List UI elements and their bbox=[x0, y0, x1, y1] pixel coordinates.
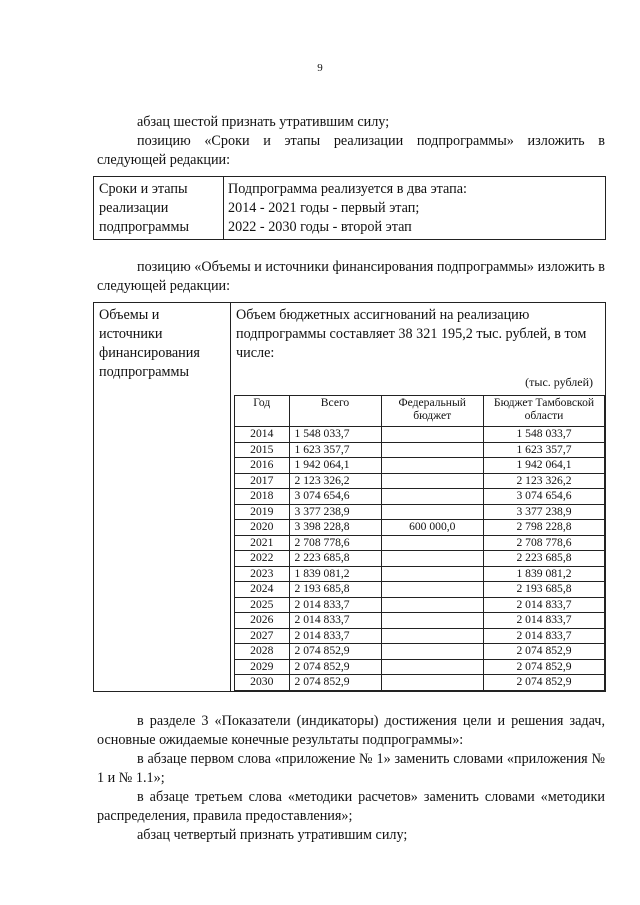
table-sroki-value-line: 2014 - 2021 годы - первый этап; bbox=[228, 200, 420, 216]
cell-regional: 2 223 685,8 bbox=[483, 551, 604, 567]
cell-total: 3 398 228,8 bbox=[289, 520, 381, 536]
budget-row bbox=[235, 427, 605, 443]
cell-regional: 2 798 228,8 bbox=[483, 520, 604, 536]
cell-total: 2 223 685,8 bbox=[289, 551, 381, 567]
budget-row bbox=[235, 644, 605, 660]
cell-year: 2030 bbox=[235, 675, 290, 691]
cell-federal bbox=[381, 535, 483, 551]
cell-regional: 2 074 852,9 bbox=[483, 644, 604, 660]
cell-total: 3 074 654,6 bbox=[289, 489, 381, 505]
table-sroki-value-line: 2022 - 2030 годы - второй этап bbox=[228, 219, 412, 235]
cell-federal bbox=[381, 566, 483, 582]
cell-federal bbox=[381, 458, 483, 474]
cell-year: 2028 bbox=[235, 644, 290, 660]
table-sroki-etapy bbox=[93, 176, 606, 240]
cell-regional: 1 942 064,1 bbox=[483, 458, 604, 474]
cell-federal bbox=[381, 675, 483, 691]
header-federal: Федеральный бюджет bbox=[381, 396, 483, 427]
cell-regional: 1 623 357,7 bbox=[483, 442, 604, 458]
cell-regional: 2 708 778,6 bbox=[483, 535, 604, 551]
table-sroki-label-line: Сроки и этапы bbox=[99, 181, 188, 197]
table-sroki-label-line: реализации bbox=[99, 200, 169, 216]
cell-year: 2018 bbox=[235, 489, 290, 505]
table-obemy-label-line: источники bbox=[99, 326, 163, 342]
cell-regional: 2 014 833,7 bbox=[483, 597, 604, 613]
budget-row bbox=[235, 613, 605, 629]
header-regional: Бюджет Тамбовской области bbox=[483, 396, 604, 427]
header-total: Всего bbox=[289, 396, 381, 427]
cell-regional: 1 839 081,2 bbox=[483, 566, 604, 582]
paragraph-razdel-3: в разделе 3 «Показатели (индикаторы) достижения цели и решения задач, основные ожидаемые конечные результаты подпрограммы»: bbox=[97, 713, 605, 748]
cell-federal: 600 000,0 bbox=[381, 520, 483, 536]
cell-federal bbox=[381, 504, 483, 520]
budget-row bbox=[235, 442, 605, 458]
budget-row bbox=[235, 582, 605, 598]
budget-row bbox=[235, 458, 605, 474]
budget-row bbox=[235, 520, 605, 536]
budget-row bbox=[235, 659, 605, 675]
cell-regional: 1 548 033,7 bbox=[483, 427, 604, 443]
cell-year: 2023 bbox=[235, 566, 290, 582]
table-obemy-value-cell bbox=[231, 303, 605, 691]
budget-row bbox=[235, 473, 605, 489]
cell-year: 2015 bbox=[235, 442, 290, 458]
cell-total: 1 548 033,7 bbox=[289, 427, 381, 443]
cell-year: 2021 bbox=[235, 535, 290, 551]
cell-total: 2 014 833,7 bbox=[289, 597, 381, 613]
paragraph-pozitsiya-obemy: позицию «Объемы и источники финансирования подпрограммы» изложить в следующей редакции: bbox=[97, 259, 605, 294]
cell-regional: 2 014 833,7 bbox=[483, 628, 604, 644]
table-obemy-label-line: подпрограммы bbox=[99, 364, 189, 380]
table-sroki-label-line: подпрограммы bbox=[99, 219, 189, 235]
header-year: Год bbox=[235, 396, 290, 427]
cell-regional: 2 074 852,9 bbox=[483, 659, 604, 675]
cell-total: 1 623 357,7 bbox=[289, 442, 381, 458]
cell-year: 2024 bbox=[235, 582, 290, 598]
budget-header-row bbox=[235, 396, 605, 427]
budget-table-body bbox=[235, 427, 605, 691]
paragraph-pozitsiya-sroki: позицию «Сроки и этапы реализации подпрограммы» изложить в следующей редакции: bbox=[97, 133, 605, 168]
cell-total: 2 193 685,8 bbox=[289, 582, 381, 598]
table-sroki-label-cell bbox=[94, 177, 224, 239]
cell-total: 1 942 064,1 bbox=[289, 458, 381, 474]
budget-intro-text: Объем бюджетных ассигнований на реализацию подпрограммы составляет 38 321 195,2 тыс. рублей, в том числе: bbox=[236, 307, 587, 361]
table-obemy-label-cell bbox=[94, 303, 231, 691]
budget-row bbox=[235, 535, 605, 551]
paragraph-abzac-shestoy: абзац шестой признать утратившим силу; bbox=[137, 114, 390, 130]
cell-total: 2 708 778,6 bbox=[289, 535, 381, 551]
cell-regional: 2 014 833,7 bbox=[483, 613, 604, 629]
cell-total: 1 839 081,2 bbox=[289, 566, 381, 582]
cell-federal bbox=[381, 644, 483, 660]
cell-federal bbox=[381, 427, 483, 443]
budget-data-table bbox=[234, 395, 605, 691]
cell-federal bbox=[381, 551, 483, 567]
cell-total: 2 074 852,9 bbox=[289, 675, 381, 691]
cell-year: 2025 bbox=[235, 597, 290, 613]
cell-federal bbox=[381, 489, 483, 505]
cell-federal bbox=[381, 442, 483, 458]
unit-label: (тыс. рублей) bbox=[525, 375, 593, 389]
cell-year: 2026 bbox=[235, 613, 290, 629]
cell-total: 2 074 852,9 bbox=[289, 644, 381, 660]
budget-row bbox=[235, 551, 605, 567]
table-obemy-label-line: Объемы и bbox=[99, 307, 160, 323]
table-sroki-value-line: Подпрограмма реализуется в два этапа: bbox=[228, 181, 467, 197]
budget-row bbox=[235, 628, 605, 644]
paragraph-abzac-tretyem: в абзаце третьем слова «методики расчетов» заменить словами «методики распределения, правила предоставления»; bbox=[97, 789, 605, 824]
cell-regional: 2 123 326,2 bbox=[483, 473, 604, 489]
cell-total: 2 014 833,7 bbox=[289, 628, 381, 644]
cell-year: 2017 bbox=[235, 473, 290, 489]
budget-row bbox=[235, 597, 605, 613]
cell-federal bbox=[381, 597, 483, 613]
cell-year: 2016 bbox=[235, 458, 290, 474]
cell-year: 2020 bbox=[235, 520, 290, 536]
cell-year: 2027 bbox=[235, 628, 290, 644]
cell-year: 2029 bbox=[235, 659, 290, 675]
table-obemy-label-line: финансирования bbox=[99, 345, 200, 361]
table-sroki-value-cell bbox=[224, 177, 605, 239]
page-number: 9 bbox=[317, 62, 323, 74]
cell-federal bbox=[381, 613, 483, 629]
cell-federal bbox=[381, 582, 483, 598]
paragraph-abzac-pervom: в абзаце первом слова «приложение № 1» заменить словами «приложения № 1 и № 1.1»; bbox=[97, 751, 605, 786]
cell-total: 2 123 326,2 bbox=[289, 473, 381, 489]
cell-total: 3 377 238,9 bbox=[289, 504, 381, 520]
table-obemy-finansirovaniya bbox=[93, 302, 606, 692]
cell-federal bbox=[381, 628, 483, 644]
budget-row bbox=[235, 675, 605, 691]
budget-row bbox=[235, 504, 605, 520]
cell-federal bbox=[381, 659, 483, 675]
cell-regional: 2 193 685,8 bbox=[483, 582, 604, 598]
budget-row bbox=[235, 566, 605, 582]
cell-year: 2019 bbox=[235, 504, 290, 520]
cell-total: 2 074 852,9 bbox=[289, 659, 381, 675]
budget-row bbox=[235, 489, 605, 505]
cell-year: 2014 bbox=[235, 427, 290, 443]
cell-regional: 3 377 238,9 bbox=[483, 504, 604, 520]
paragraph-abzac-chetvertyy: абзац четвертый признать утратившим силу; bbox=[137, 827, 408, 843]
cell-regional: 2 074 852,9 bbox=[483, 675, 604, 691]
cell-year: 2022 bbox=[235, 551, 290, 567]
cell-regional: 3 074 654,6 bbox=[483, 489, 604, 505]
cell-total: 2 014 833,7 bbox=[289, 613, 381, 629]
cell-federal bbox=[381, 473, 483, 489]
